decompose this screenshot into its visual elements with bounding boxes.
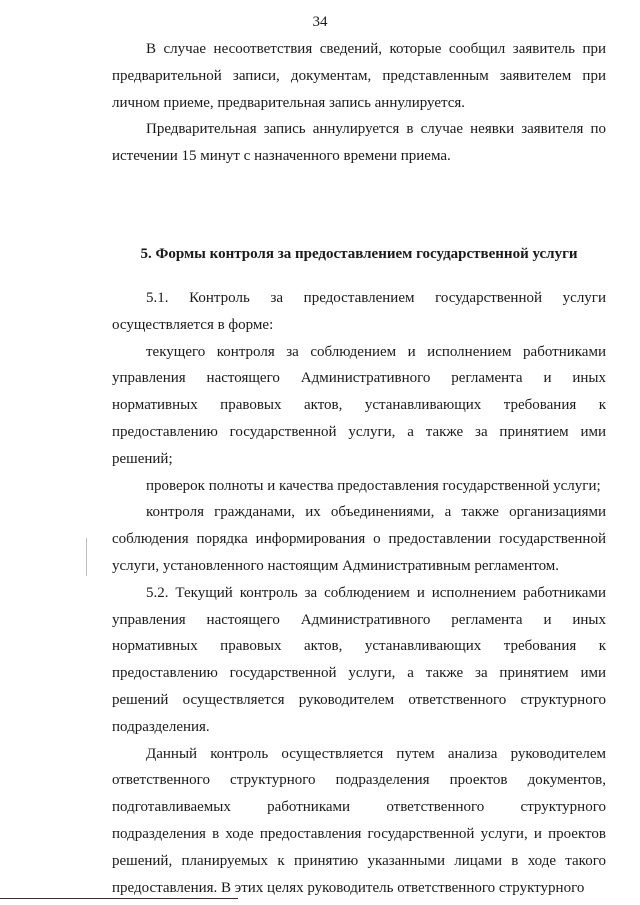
page-number: 34 [312,14,328,30]
paragraph-citizen-control: контроля гражданами, их объединениями, а также организациями соблюдения порядка информирования о предоставлении государственной услуги, установленного настоящим Административным регламентом. [112,504,606,574]
paragraph-current-control: текущего контроля за соблюдением и исполнением работниками управления настоящего Административного регламента и иных нормативных правовых актов, устанавливающих требования к предоставлению государственной услуги, а также за принятием ими решений; [112,343,606,467]
margin-mark [86,538,87,576]
paragraph-record-mismatch: В случае несоответствия сведений, которые сообщил заявитель при предварительной записи, документам, представленным заявителем при личном приеме, предварительная запись аннулируется. [112,41,606,111]
paragraph-quality-checks: проверок полноты и качества предоставления государственной услуги; [146,477,601,494]
top-text-block [112,36,606,170]
paragraph-5-2: 5.2. Текущий контроль за соблюдением и исполнением работниками управления настоящего Административного регламента и иных нормативных правовых актов, устанавливающих требования к предоставлению государственной услуги, а также за принятием ими решений осуществляется руководителем ответственного структурного подразделения. [112,584,606,735]
section-text-block [112,285,606,901]
paragraph-analysis: Данный контроль осуществляется путем анализа руководителем ответственного структурного подразделения проектов документов, подготавливаемых работниками ответственного структурного подразделения в ходе предоставления государственной услуги, и проектов решений, планируемых к принятию указанными лицами в ходе такого предоставления. В этих целях руководитель ответственного структурного [112,745,606,896]
footer-rule [0,898,238,899]
section-heading: 5. Формы контроля за предоставлением государственной услуги [140,246,578,262]
paragraph-no-show: Предварительная запись аннулируется в случае неявки заявителя по истечении 15 минут с назначенного времени приема. [112,121,606,165]
paragraph-5-1: 5.1. Контроль за предоставлением государственной услуги осуществляется в форме: [112,290,606,333]
